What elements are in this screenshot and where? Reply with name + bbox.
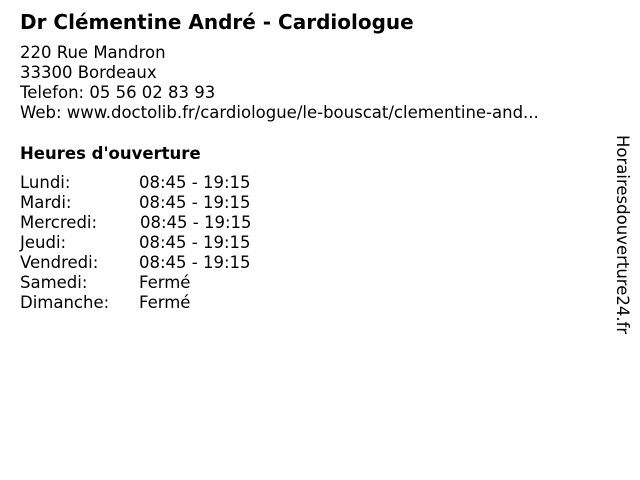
- day-label: Lundi:: [20, 173, 71, 192]
- day-label: Jeudi:: [20, 233, 67, 252]
- watermark: [610, 135, 636, 345]
- time-value: 08:45 - 19:15: [140, 213, 252, 232]
- day-label: Mardi:: [20, 193, 72, 212]
- time-value: Fermé: [139, 293, 191, 312]
- time-value: 08:45 - 19:15: [139, 173, 251, 192]
- day-label: Vendredi:: [20, 253, 99, 272]
- street-address: 220 Rue Mandron: [20, 43, 166, 62]
- website-link[interactable]: Web: www.doctolib.fr/cardiologue/le-bouscat/clementine-and...: [20, 103, 539, 122]
- hours-heading: Heures d'ouverture: [20, 144, 201, 163]
- watermark-text: Horairesdouverture24.fr: [613, 135, 632, 335]
- time-value: 08:45 - 19:15: [139, 253, 251, 272]
- day-label: Dimanche:: [20, 293, 110, 312]
- time-value: 08:45 - 19:15: [139, 193, 251, 212]
- phone-number: Telefon: 05 56 02 83 93: [20, 83, 216, 102]
- day-label: Mercredi:: [20, 213, 98, 232]
- day-label: Samedi:: [20, 273, 88, 292]
- time-value: Fermé: [139, 273, 191, 292]
- page-title: Dr Clémentine André - Cardiologue: [20, 10, 414, 34]
- city-address: 33300 Bordeaux: [20, 63, 157, 82]
- contact-info: [20, 43, 539, 123]
- time-value: 08:45 - 19:15: [139, 233, 251, 252]
